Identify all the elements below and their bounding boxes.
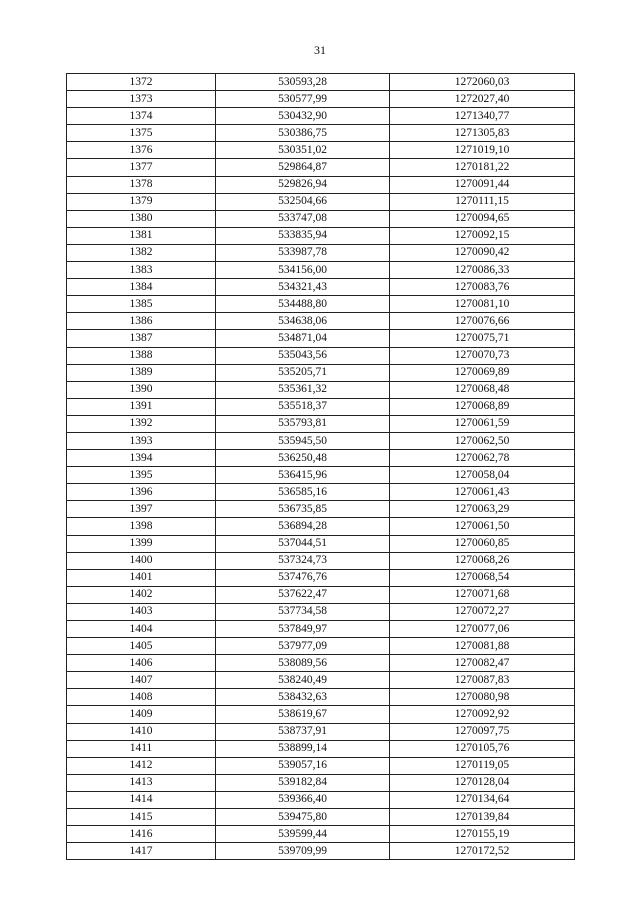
table-row <box>67 706 575 723</box>
table-row <box>67 655 575 672</box>
page-number: 31 <box>314 43 326 57</box>
point-number-cell: 1384 <box>67 279 216 296</box>
point-number-cell: 1386 <box>67 313 216 330</box>
x-coordinate-cell: 536415,96 <box>216 467 390 484</box>
y-coordinate-cell: 1270081,88 <box>390 638 575 655</box>
y-coordinate-cell: 1271019,10 <box>390 142 575 159</box>
table-row <box>67 296 575 313</box>
table-row <box>67 621 575 638</box>
point-number-cell: 1397 <box>67 501 216 518</box>
x-coordinate-cell: 535361,32 <box>216 381 390 398</box>
table-row <box>67 535 575 552</box>
table-row <box>67 586 575 603</box>
y-coordinate-cell: 1270072,27 <box>390 603 575 620</box>
table-row <box>67 552 575 569</box>
y-coordinate-cell: 1270172,52 <box>390 843 575 860</box>
point-number-cell: 1392 <box>67 415 216 432</box>
x-coordinate-cell: 530593,28 <box>216 74 390 91</box>
table-row <box>67 176 575 193</box>
table-row <box>67 843 575 860</box>
x-coordinate-cell: 534488,80 <box>216 296 390 313</box>
x-coordinate-cell: 538432,63 <box>216 689 390 706</box>
point-number-cell: 1408 <box>67 689 216 706</box>
point-number-cell: 1402 <box>67 586 216 603</box>
x-coordinate-cell: 537849,97 <box>216 621 390 638</box>
y-coordinate-cell: 1270181,22 <box>390 159 575 176</box>
y-coordinate-cell: 1270092,15 <box>390 227 575 244</box>
table-row <box>67 689 575 706</box>
table-row <box>67 210 575 227</box>
y-coordinate-cell: 1270061,59 <box>390 415 575 432</box>
y-coordinate-cell: 1270086,33 <box>390 262 575 279</box>
point-number-cell: 1374 <box>67 108 216 125</box>
point-number-cell: 1399 <box>67 535 216 552</box>
point-number-cell: 1400 <box>67 552 216 569</box>
y-coordinate-cell: 1270068,89 <box>390 398 575 415</box>
table-row <box>67 347 575 364</box>
x-coordinate-cell: 537734,58 <box>216 603 390 620</box>
y-coordinate-cell: 1270062,50 <box>390 432 575 449</box>
y-coordinate-cell: 1270128,04 <box>390 774 575 791</box>
x-coordinate-cell: 539057,16 <box>216 757 390 774</box>
table-row <box>67 415 575 432</box>
point-number-cell: 1379 <box>67 193 216 210</box>
table-row <box>67 381 575 398</box>
x-coordinate-cell: 529826,94 <box>216 176 390 193</box>
x-coordinate-cell: 537324,73 <box>216 552 390 569</box>
x-coordinate-cell: 535793,81 <box>216 415 390 432</box>
table-row <box>67 125 575 142</box>
y-coordinate-cell: 1270134,64 <box>390 791 575 808</box>
x-coordinate-cell: 538240,49 <box>216 672 390 689</box>
point-number-cell: 1395 <box>67 467 216 484</box>
x-coordinate-cell: 539366,40 <box>216 791 390 808</box>
x-coordinate-cell: 537977,09 <box>216 638 390 655</box>
y-coordinate-cell: 1270090,42 <box>390 244 575 261</box>
x-coordinate-cell: 536250,48 <box>216 450 390 467</box>
point-number-cell: 1410 <box>67 723 216 740</box>
table-row <box>67 364 575 381</box>
table-row <box>67 142 575 159</box>
point-number-cell: 1403 <box>67 603 216 620</box>
table-row <box>67 603 575 620</box>
x-coordinate-cell: 535205,71 <box>216 364 390 381</box>
y-coordinate-cell: 1270061,50 <box>390 518 575 535</box>
table-row <box>67 262 575 279</box>
table-row <box>67 723 575 740</box>
y-coordinate-cell: 1270091,44 <box>390 176 575 193</box>
x-coordinate-cell: 533987,78 <box>216 244 390 261</box>
table-row <box>67 227 575 244</box>
x-coordinate-cell: 533747,08 <box>216 210 390 227</box>
y-coordinate-cell: 1271305,83 <box>390 125 575 142</box>
y-coordinate-cell: 1270094,65 <box>390 210 575 227</box>
table-row <box>67 809 575 826</box>
point-number-cell: 1409 <box>67 706 216 723</box>
y-coordinate-cell: 1270058,04 <box>390 467 575 484</box>
x-coordinate-cell: 538619,67 <box>216 706 390 723</box>
y-coordinate-cell: 1272060,03 <box>390 74 575 91</box>
x-coordinate-cell: 534871,04 <box>216 330 390 347</box>
table-row <box>67 518 575 535</box>
point-number-cell: 1387 <box>67 330 216 347</box>
table-row <box>67 279 575 296</box>
y-coordinate-cell: 1270069,89 <box>390 364 575 381</box>
y-coordinate-cell: 1270060,85 <box>390 535 575 552</box>
table-row <box>67 501 575 518</box>
table-row <box>67 450 575 467</box>
point-number-cell: 1417 <box>67 843 216 860</box>
x-coordinate-cell: 537044,51 <box>216 535 390 552</box>
y-coordinate-cell: 1270068,26 <box>390 552 575 569</box>
table-row <box>67 672 575 689</box>
y-coordinate-cell: 1271340,77 <box>390 108 575 125</box>
table-row <box>67 244 575 261</box>
point-number-cell: 1414 <box>67 791 216 808</box>
x-coordinate-cell: 529864,87 <box>216 159 390 176</box>
table-row <box>67 432 575 449</box>
x-coordinate-cell: 537622,47 <box>216 586 390 603</box>
point-number-cell: 1380 <box>67 210 216 227</box>
point-number-cell: 1372 <box>67 74 216 91</box>
y-coordinate-cell: 1270087,83 <box>390 672 575 689</box>
table-row <box>67 467 575 484</box>
x-coordinate-cell: 530432,90 <box>216 108 390 125</box>
x-coordinate-cell: 538089,56 <box>216 655 390 672</box>
table-row <box>67 193 575 210</box>
table-row <box>67 740 575 757</box>
coordinates-table <box>66 73 575 860</box>
y-coordinate-cell: 1270081,10 <box>390 296 575 313</box>
x-coordinate-cell: 536735,85 <box>216 501 390 518</box>
y-coordinate-cell: 1270061,43 <box>390 484 575 501</box>
point-number-cell: 1404 <box>67 621 216 638</box>
x-coordinate-cell: 536585,16 <box>216 484 390 501</box>
point-number-cell: 1394 <box>67 450 216 467</box>
point-number-cell: 1407 <box>67 672 216 689</box>
x-coordinate-cell: 535518,37 <box>216 398 390 415</box>
point-number-cell: 1388 <box>67 347 216 364</box>
x-coordinate-cell: 539475,80 <box>216 809 390 826</box>
point-number-cell: 1383 <box>67 262 216 279</box>
point-number-cell: 1385 <box>67 296 216 313</box>
x-coordinate-cell: 535043,56 <box>216 347 390 364</box>
point-number-cell: 1411 <box>67 740 216 757</box>
x-coordinate-cell: 537476,76 <box>216 569 390 586</box>
x-coordinate-cell: 538737,91 <box>216 723 390 740</box>
point-number-cell: 1375 <box>67 125 216 142</box>
x-coordinate-cell: 530351,02 <box>216 142 390 159</box>
point-number-cell: 1413 <box>67 774 216 791</box>
x-coordinate-cell: 534638,06 <box>216 313 390 330</box>
table-row <box>67 74 575 91</box>
y-coordinate-cell: 1270063,29 <box>390 501 575 518</box>
table-row <box>67 826 575 843</box>
x-coordinate-cell: 530386,75 <box>216 125 390 142</box>
table-row <box>67 569 575 586</box>
table-row <box>67 330 575 347</box>
x-coordinate-cell: 530577,99 <box>216 91 390 108</box>
point-number-cell: 1376 <box>67 142 216 159</box>
x-coordinate-cell: 539599,44 <box>216 826 390 843</box>
y-coordinate-cell: 1272027,40 <box>390 91 575 108</box>
y-coordinate-cell: 1270062,78 <box>390 450 575 467</box>
x-coordinate-cell: 535945,50 <box>216 432 390 449</box>
point-number-cell: 1391 <box>67 398 216 415</box>
y-coordinate-cell: 1270139,84 <box>390 809 575 826</box>
point-number-cell: 1405 <box>67 638 216 655</box>
table-row <box>67 398 575 415</box>
y-coordinate-cell: 1270082,47 <box>390 655 575 672</box>
point-number-cell: 1396 <box>67 484 216 501</box>
x-coordinate-cell: 536894,28 <box>216 518 390 535</box>
table-row <box>67 757 575 774</box>
coordinates-table-body <box>67 74 575 860</box>
y-coordinate-cell: 1270155,19 <box>390 826 575 843</box>
y-coordinate-cell: 1270119,05 <box>390 757 575 774</box>
table-row <box>67 108 575 125</box>
point-number-cell: 1377 <box>67 159 216 176</box>
x-coordinate-cell: 534321,43 <box>216 279 390 296</box>
table-row <box>67 484 575 501</box>
point-number-cell: 1393 <box>67 432 216 449</box>
y-coordinate-cell: 1270111,15 <box>390 193 575 210</box>
point-number-cell: 1381 <box>67 227 216 244</box>
point-number-cell: 1398 <box>67 518 216 535</box>
table-row <box>67 774 575 791</box>
table-row <box>67 638 575 655</box>
y-coordinate-cell: 1270068,48 <box>390 381 575 398</box>
point-number-cell: 1412 <box>67 757 216 774</box>
x-coordinate-cell: 534156,00 <box>216 262 390 279</box>
point-number-cell: 1390 <box>67 381 216 398</box>
point-number-cell: 1389 <box>67 364 216 381</box>
y-coordinate-cell: 1270105,76 <box>390 740 575 757</box>
point-number-cell: 1378 <box>67 176 216 193</box>
y-coordinate-cell: 1270075,71 <box>390 330 575 347</box>
point-number-cell: 1401 <box>67 569 216 586</box>
point-number-cell: 1416 <box>67 826 216 843</box>
table-row <box>67 791 575 808</box>
y-coordinate-cell: 1270097,75 <box>390 723 575 740</box>
point-number-cell: 1415 <box>67 809 216 826</box>
y-coordinate-cell: 1270080,98 <box>390 689 575 706</box>
point-number-cell: 1406 <box>67 655 216 672</box>
y-coordinate-cell: 1270068,54 <box>390 569 575 586</box>
y-coordinate-cell: 1270083,76 <box>390 279 575 296</box>
x-coordinate-cell: 539182,84 <box>216 774 390 791</box>
table-row <box>67 159 575 176</box>
y-coordinate-cell: 1270071,68 <box>390 586 575 603</box>
x-coordinate-cell: 538899,14 <box>216 740 390 757</box>
table-row <box>67 91 575 108</box>
table-row <box>67 313 575 330</box>
x-coordinate-cell: 532504,66 <box>216 193 390 210</box>
y-coordinate-cell: 1270092,92 <box>390 706 575 723</box>
y-coordinate-cell: 1270076,66 <box>390 313 575 330</box>
y-coordinate-cell: 1270077,06 <box>390 621 575 638</box>
x-coordinate-cell: 539709,99 <box>216 843 390 860</box>
point-number-cell: 1382 <box>67 244 216 261</box>
x-coordinate-cell: 533835,94 <box>216 227 390 244</box>
point-number-cell: 1373 <box>67 91 216 108</box>
y-coordinate-cell: 1270070,73 <box>390 347 575 364</box>
